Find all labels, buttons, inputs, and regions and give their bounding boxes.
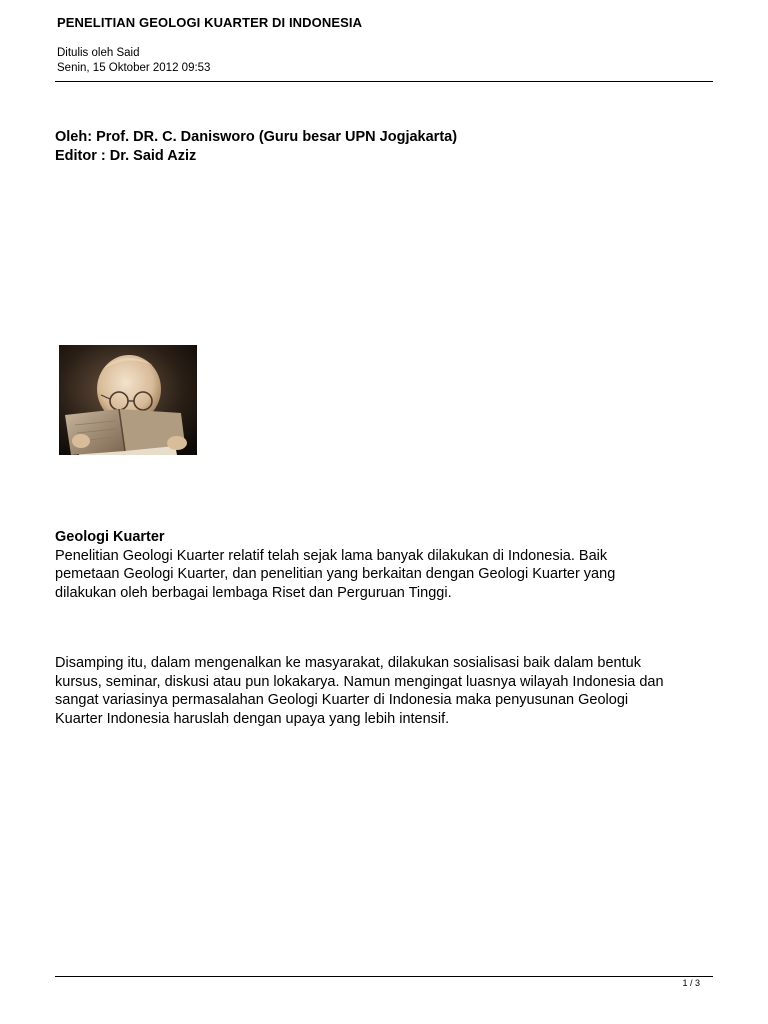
paragraph-line: sangat variasinya permasalahan Geologi Kuarter di Indonesia maka penyusunan Geologi [55,692,629,708]
article-meta [57,46,210,76]
document-title: PENELITIAN GEOLOGI KUARTER DI INDONESIA [57,15,363,30]
paragraph-line: Kuarter Indonesia haruslah dengan upaya yang lebih intensif. [55,710,450,727]
page-number: 1 / 3 [682,978,700,988]
section-heading: Geologi Kuarter [55,529,165,545]
author-line: Ditulis oleh Said [57,47,140,59]
paragraph-line: Disamping itu, dalam mengenalkan ke masyarakat, dilakukan sosialisasi baik dalam bentuk [55,655,641,671]
byline-editor: Editor : Dr. Said Aziz [55,148,197,164]
section-geologi-kuarter [55,528,725,602]
paragraph-line: Penelitian Geologi Kuarter relatif telah sejak lama banyak dilakukan di Indonesia. Baik [55,547,608,564]
child-reading-book-photo [59,345,197,455]
photo-illustration [59,345,197,455]
paragraph-line: dilakukan oleh berbagai lembaga Riset dan Perguruan Tinggi. [55,584,452,601]
section-paragraph-2 [55,654,725,728]
header-divider [55,81,713,82]
date-line: Senin, 15 Oktober 2012 09:53 [57,62,211,74]
paragraph-line: pemetaan Geologi Kuarter, dan penelitian yang berkaitan dengan Geologi Kuarter yang [55,566,616,582]
footer-divider [55,976,713,977]
paragraph-line: kursus, seminar, diskusi atau pun lokakarya. Namun mengingat luasnya wilayah Indonesia dan [55,673,664,690]
byline-author: Oleh: Prof. DR. C. Danisworo (Guru besar UPN Jogjakarta) [55,129,458,145]
byline [55,128,457,166]
